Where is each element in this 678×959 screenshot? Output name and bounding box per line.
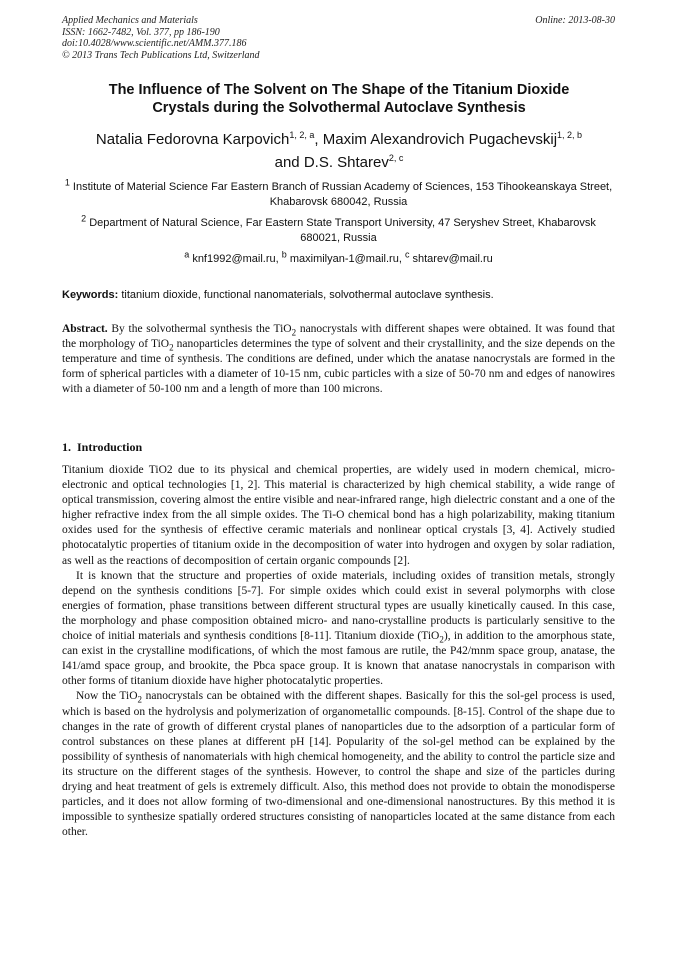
abstract-text-1: By the solvothermal synthesis the TiO — [111, 323, 292, 335]
paper-title — [50, 81, 628, 117]
intro-paragraph-1: Titanium dioxide TiO2 due to its physical and chemical properties, are widely used in modern chemical, micro-electronic and optical technologies [1, 2]. This material is characterized by high chemical stability, a wide range of optical transmission, covering almost the entire visible and near-infrared range, high dielectric constant and a one of the higher refractive index from the all simple oxides. The Ti-O chemical bond has a high polarizability, making titanium oxides used for the synthesis of effective ceramic materials and nonlinear optical crystals [3, 4]. Actively studied photocatalytic properties of titanium oxide in the decomposition of water into hydrogen and oxygen by solar radiation, as well as the reactions of decomposition of certain organic compounds [2]. — [62, 464, 615, 567]
abstract-text-2: nanocrystals with different shapes were obtained. It was found that the morphology of TiO — [62, 323, 615, 351]
affiliation-1-number: 1 — [64, 177, 70, 188]
email-b-sup: b — [281, 249, 287, 260]
intro-p2-text-b: ), in addition to the amorphous state, can exist in the crystalline modifications, of which the most famous are rutile, the P42/mnm space group, anatase, the I41/amd space group, and brookite, the Pbca space group. It is known that anatase nanocrystals in comparison with other forms of titanium dioxide have higher photocatalytic properties. — [62, 630, 615, 688]
keywords-label: Keywords: — [62, 289, 119, 301]
author-list — [40, 128, 638, 174]
email-c-sup: c — [404, 249, 410, 260]
author-line-2 — [40, 151, 638, 174]
abstract-label: Abstract. — [62, 323, 108, 335]
affiliation-2-number: 2 — [81, 213, 87, 224]
email-a-sup: a — [184, 249, 190, 260]
author-line-1 — [40, 128, 638, 151]
author-shtarev: D.S. Shtarev — [303, 154, 389, 171]
title-line-2: Crystals during the Solvothermal Autoclave Synthesis — [152, 100, 526, 116]
author-pugachevskij: Maxim Alexandrovich Pugachevskij — [322, 131, 558, 148]
author-pugachevskij-sup: 1, 2, b — [557, 130, 583, 140]
author-karpovich-sup: 1, 2, a — [289, 130, 315, 140]
subscript: 2 — [291, 327, 297, 338]
journal-header — [62, 15, 615, 61]
abstract-text-3: nanoparticles determines the type of solvent and their crystallinity, and the size depends on the temperature and time of synthesis. The conditions are defined, under which the anatase nanocrystals are formed in the form of spherical particles with a diameter of 10-15 nm, cubic particles with a size of 50-70 nm and edges of nanowires with a diameter of 50-100 nm and a length of more than 100 microns. — [62, 338, 616, 396]
email-karpovich[interactable]: knf1992@mail.ru — [192, 253, 276, 265]
online-date: Online: 2013-08-30 — [535, 15, 615, 26]
section-heading — [62, 440, 142, 455]
intro-paragraph-2 — [62, 569, 615, 690]
intro-p2-text-a: It is known that the structure and properties of oxide materials, including oxides of transition metals, strongly depend on the synthesis conditions [5-7]. For simple oxides which could exist in several polymorphs with close energies of formation, phase transitions between different structural types are usually kinetically caused. In this case, the morphology and phase composition obtained micro- and nano-crystalline products is particularly sensitive to the choice of initial materials and synthesis conditions [8-11]. Titanium dioxide (TiO — [62, 569, 615, 643]
author-karpovich: Natalia Fedorovna Karpovich — [95, 131, 290, 148]
section-title: Introduction — [77, 440, 143, 454]
doi-line: doi:10.4028/www.scientific.net/AMM.377.186 — [62, 38, 247, 49]
abstract — [62, 322, 615, 397]
issn-line: ISSN: 1662-7482, Vol. 377, pp 186-190 — [62, 26, 220, 38]
copyright-line: © 2013 Trans Tech Publications Ltd, Switzerland — [62, 49, 260, 61]
affiliation-1-text: Institute of Material Science Far Eastern Branch of Russian Academy of Sciences, 153 Tihookeanskaya Street, Khabarovsk 680042, Russia — [72, 181, 613, 208]
email-pugachevskij[interactable]: maximilyan-1@mail.ru — [289, 253, 399, 265]
subscript: 2 — [169, 342, 174, 353]
title-line-1: The Influence of The Solvent on The Shape of the Titanium Dioxide — [108, 82, 570, 98]
affiliation-2 — [62, 213, 615, 246]
subscript: 2 — [137, 694, 142, 705]
author-separator: , — [314, 131, 323, 148]
keywords — [62, 288, 615, 303]
intro-p3-text-b: nanocrystals can be obtained with the different shapes. Basically for this the sol-gel process is used, which is based on the hydrolysis and polymerization of organometallic compounds. [8-15]. Control of the shape due to changes in the rate of growth of different crystal planes of nanoparticles due to the adsorption of a particular form of control substances on these planes at different pH [14]. Popularity of the sol-gel method can be explained by the possibility of synthesis of nanomaterials with high chemical homogeneity, and the ability to control the particle size and its structure on the different stages of the synthesis. However, to control the shape and size of the particles during drying and heat treatment of gels is extremely difficult. Also, this method does not provide to obtain the monodisperse particles, and it does not allow forming of two-dimensional and one-dimensional nanostructures. By this method it is impossible to synthesize spatially ordered structures consisting of nanoparticles located at the same distance from each other. — [62, 690, 615, 839]
subscript: 2 — [439, 634, 444, 645]
affiliation-2-text: Department of Natural Science, Far Eastern State Transport University, 47 Seryshev Street, Khabarovsk 680021, Russia — [89, 217, 596, 244]
section-number: 1. — [62, 440, 71, 454]
affiliation-1 — [62, 177, 615, 210]
intro-p3-text-a: Now the TiO — [76, 690, 138, 703]
email-shtarev[interactable]: shtarev@mail.ru — [412, 253, 493, 265]
journal-name: Applied Mechanics and Materials — [62, 15, 198, 26]
abstract-paragraph — [62, 322, 615, 397]
author-shtarev-sup: 2, c — [388, 153, 404, 163]
email-line: $^a$ knf1992@mail.ru, $^b$ maximilyan-1@mail.ru, $^c$ shtarev@mail.ru — [184, 249, 493, 265]
intro-paragraph-3 — [62, 689, 615, 840]
keywords-text: titanium dioxide, functional nanomaterials, solvothermal autoclave synthesis. — [121, 289, 494, 301]
introduction-body — [62, 463, 615, 840]
author-and: and — [274, 154, 304, 171]
